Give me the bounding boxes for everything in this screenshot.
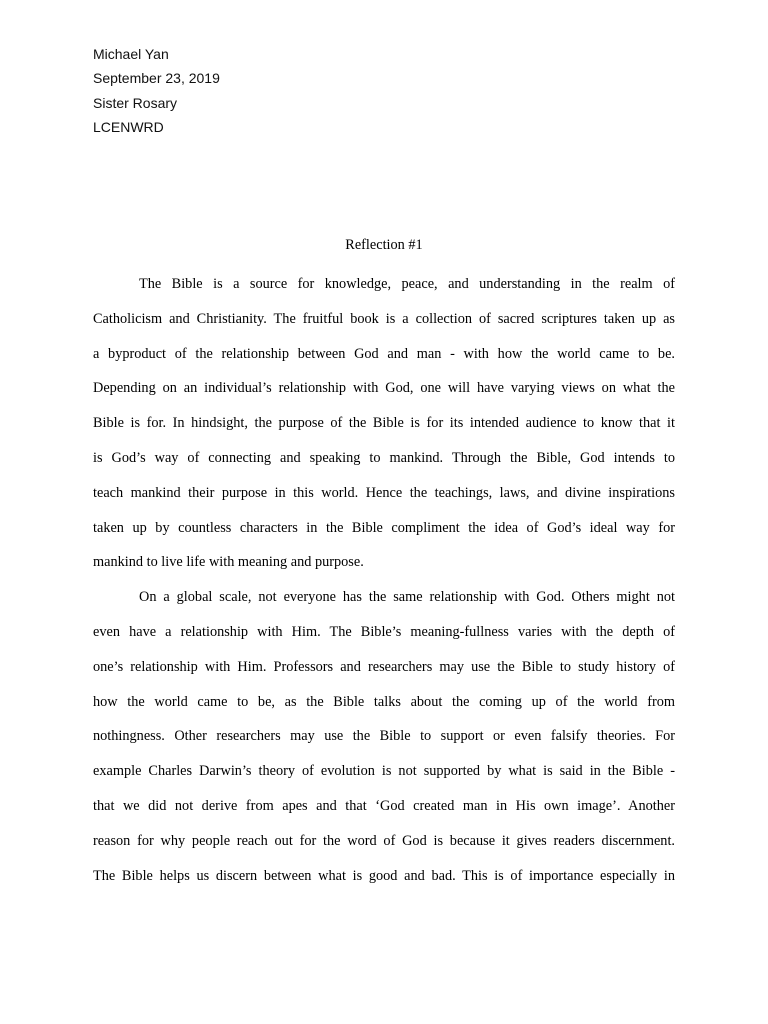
paragraph-1-line: is God’s way of connecting and speaking to mankind. Through the Bible, God intends to	[93, 449, 675, 466]
paragraph-2-line: reason for why people reach out for the word of God is because it gives readers discernment.	[93, 832, 675, 849]
document-date: September 23, 2019	[93, 70, 220, 87]
paragraph-1-line: Depending on an individual’s relationship with God, one will have varying views on what the	[93, 380, 675, 397]
paragraph-2-line: that we did not derive from apes and that ‘God created man in His own image’. Another	[93, 797, 675, 814]
paragraph-1-line: Catholicism and Christianity. The fruitful book is a collection of sacred scriptures taken up as	[93, 310, 675, 327]
paragraph-2-line: nothingness. Other researchers may use the Bible to support or even falsify theories. For	[93, 728, 675, 745]
paragraph-2-line: how the world came to be, as the Bible talks about the coming up of the world from	[93, 693, 675, 710]
paragraph-1-line: teach mankind their purpose in this world. Hence the teachings, laws, and divine inspirations	[93, 484, 675, 501]
paragraph-1-line: The Bible is a source for knowledge, peace, and understanding in the realm of	[139, 276, 675, 292]
paragraph-2-line: even have a relationship with Him. The Bible’s meaning-fullness varies with the depth of	[93, 623, 675, 640]
paragraph-2-line: one’s relationship with Him. Professors and researchers may use the Bible to study history of	[93, 658, 675, 675]
paragraph-2-line: On a global scale, not everyone has the same relationship with God. Others might not	[139, 589, 675, 606]
paragraph-2-line: example Charles Darwin’s theory of evolution is not supported by what is said in the Bible -	[93, 763, 675, 780]
document-title: Reflection #1	[345, 237, 423, 253]
author-name: Michael Yan	[93, 46, 169, 62]
paragraph-1-line: mankind to live life with meaning and purpose.	[93, 554, 364, 571]
paragraph-1-line: taken up by countless characters in the Bible compliment the idea of God’s ideal way for	[93, 519, 675, 536]
paragraph-1-line: a byproduct of the relationship between God and man - with how the world came to be.	[93, 345, 675, 362]
paragraph-2-line: The Bible helps us discern between what is good and bad. This is of importance especially in	[93, 867, 675, 884]
paragraph-1-line: Bible is for. In hindsight, the purpose of the Bible is for its intended audience to know that it	[93, 415, 675, 432]
document-body	[93, 267, 675, 893]
teacher-name: Sister Rosary	[93, 94, 178, 111]
course-code: LCENWRD	[93, 118, 164, 135]
document-header	[93, 42, 220, 139]
